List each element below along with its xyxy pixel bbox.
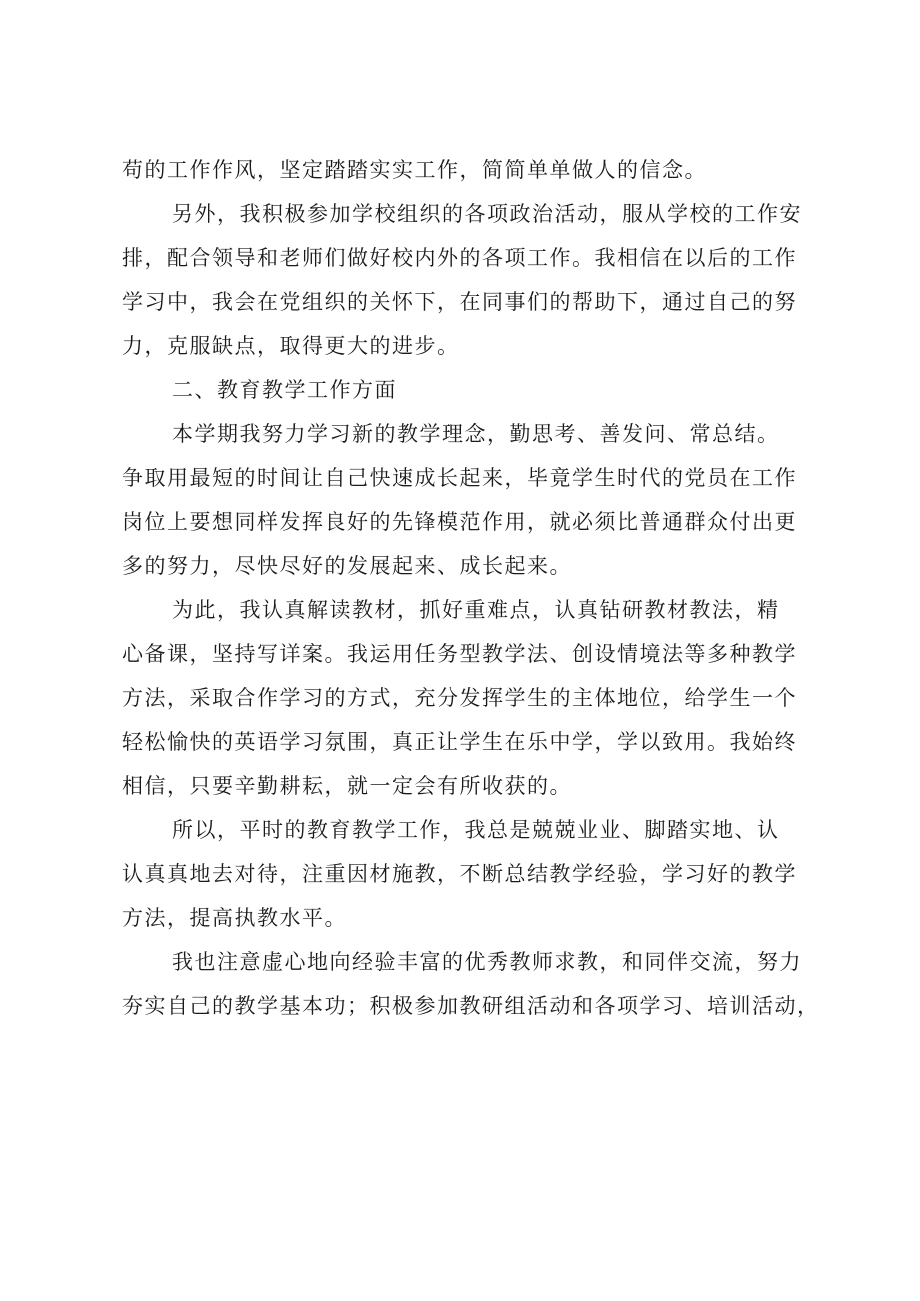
text-line: 相信，只要辛勤耕耘，就一定会有所收获的。 bbox=[122, 774, 572, 798]
text-line: 方法，采取合作学习的方式，充分发挥学生的主体地位，给学生一个 bbox=[122, 686, 797, 710]
text-line: 排，配合领导和老师们做好校内外的各项工作。我相信在以后的工作 bbox=[122, 246, 797, 270]
text-line: 学习中，我会在党组织的关怀下，在同事们的帮助下，通过自己的努 bbox=[122, 290, 797, 314]
text-line: 轻松愉快的英语学习氛围，真正让学生在乐中学，学以致用。我始终 bbox=[122, 730, 797, 754]
text-line: 本学期我努力学习新的教学理念，勤思考、善发问、常总结。 bbox=[172, 422, 780, 446]
text-line: 为此，我认真解读教材，抓好重难点，认真钻研教材教法，精 bbox=[172, 598, 780, 622]
text-line: 苟的工作作风，坚定踏踏实实工作，简简单单做人的信念。 bbox=[122, 158, 707, 182]
text-line: 夯实自己的教学基本功；积极参加教研组活动和各项学习、培训活动， bbox=[122, 994, 820, 1018]
text-line: 心备课，坚持写详案。我运用任务型教学法、创设情境法等多种教学 bbox=[122, 642, 797, 666]
text-line: 方法，提高执教水平。 bbox=[122, 906, 347, 930]
text-line: 认真真地去对待，注重因材施教，不断总结教学经验，学习好的教学 bbox=[122, 862, 797, 886]
text-line: 岗位上要想同样发挥良好的先锋模范作用，就必须比普通群众付出更 bbox=[122, 510, 797, 534]
text-line: 争取用最短的时间让自己快速成长起来，毕竟学生时代的党员在工作 bbox=[122, 466, 797, 490]
text-line: 多的努力，尽快尽好的发展起来、成长起来。 bbox=[122, 554, 572, 578]
text-line: 二、教育教学工作方面 bbox=[172, 378, 397, 402]
document-body bbox=[122, 148, 822, 1028]
text-line: 另外，我积极参加学校组织的各项政治活动，服从学校的工作安 bbox=[172, 202, 802, 226]
text-line: 所以，平时的教育教学工作，我总是兢兢业业、脚踏实地、认 bbox=[172, 818, 780, 842]
text-line: 力，克服缺点，取得更大的进步。 bbox=[122, 334, 460, 358]
text-line: 我也注意虚心地向经验丰富的优秀教师求教，和同伴交流，努力 bbox=[172, 950, 802, 974]
